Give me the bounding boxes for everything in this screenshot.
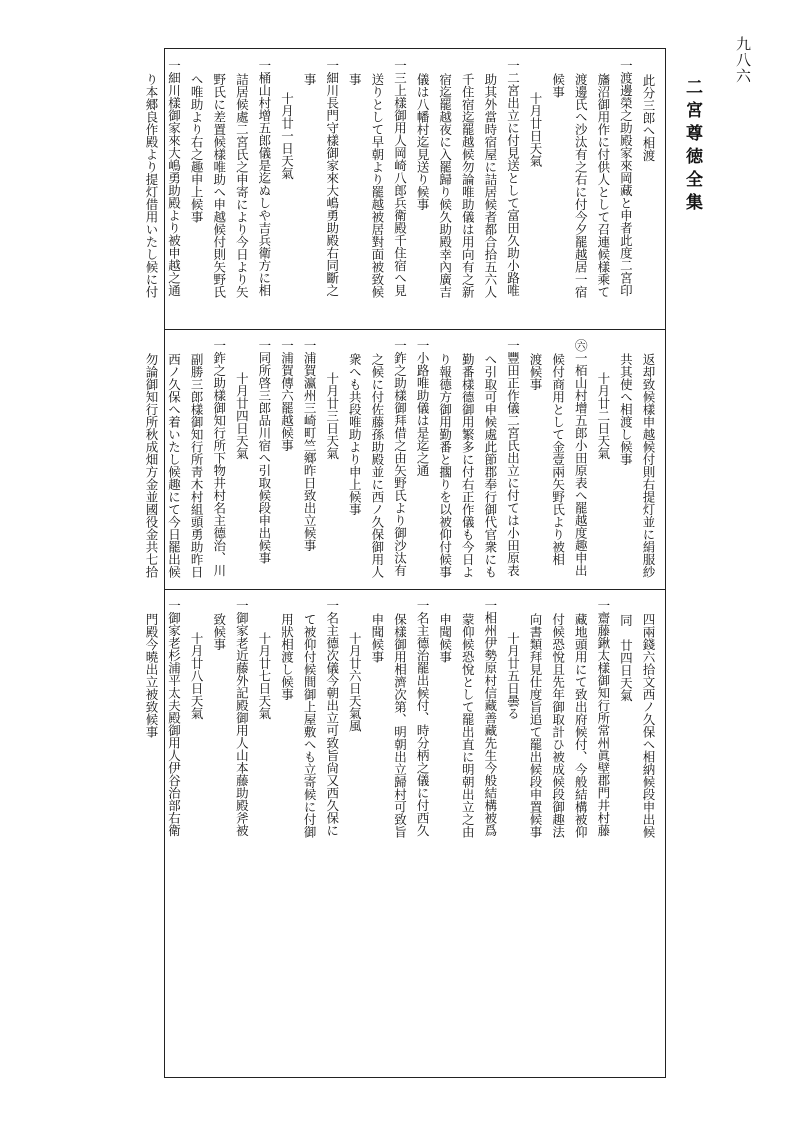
text-line: 勤番樣德御用繁多に付右正作儀も今日よ (460, 352, 476, 578)
text-line: 一二宮出立に付見送として富田久助小路唯 (505, 59, 521, 297)
text-line: り報德方御用勤番と擱りを以被仰付候事 (437, 352, 453, 578)
tier-middle (143, 339, 659, 583)
text-line: 藏地頭用にて致出府候付、今般結構被仰 (573, 612, 589, 838)
tier-divider (165, 589, 665, 590)
text-line: 詰居候處二宮氏之申寄により今日より矢 (234, 72, 250, 298)
text-frame (143, 48, 666, 1078)
text-line: 十月廿六日天氣風 (347, 631, 363, 732)
text-line: 一御家老杉浦平太夫殿御用人伊谷治部右衛 (166, 599, 182, 837)
text-line: 事 (302, 72, 318, 86)
text-line: 候事 (550, 72, 566, 98)
text-line: 返却致候樣申越候付則右提灯並に絹服紗 (641, 352, 656, 578)
text-line: 送りとして早朝より罷越被居對面被致候 (369, 72, 385, 298)
text-line: 十月廿四日天氣 (234, 371, 250, 459)
text-line: 一渡邊榮之助殿家來岡藏と申者此度二宮印 (618, 59, 634, 297)
text-line: 十月廿一日天氣 (279, 91, 295, 179)
text-line: 一名主德次儀今朝出立可致旨尙又西久保に (324, 599, 340, 837)
text-line: 副勝三郎樣御知行所靑木村組頭勇助昨日 (189, 352, 205, 578)
book-title: 二宮尊徳全集 (682, 78, 702, 216)
text-line: 十月廿八日天氣 (189, 631, 205, 719)
text-line: 勿論御知行所秋成畑方金並國役金共七拾 (143, 352, 159, 578)
text-line: 此分三郎へ相渡 (641, 74, 656, 162)
text-line: て被仰付候間御上屋敷へも立寄候に付御 (302, 612, 318, 838)
text-line: ㊅一栢山村增五郎小田原表へ罷越度趣申出 (573, 339, 589, 577)
text-line: 四兩錢六拾文西ノ久保へ相納候段申出候 (641, 612, 656, 838)
text-line: 一鈼之助樣御拜借之由矢野氏より御沙汰有 (392, 339, 408, 577)
text-line: 渡候事 (528, 352, 544, 391)
text-line: 一三上樣御用人岡崎八郎兵衛殿千住宿へ見 (392, 59, 408, 297)
text-line: 儀は八幡村迄見送り候事 (415, 72, 431, 211)
page-number: 九八六 (734, 36, 752, 84)
text-line: 申聞候事 (437, 612, 453, 663)
text-line: 一小路唯助儀は是迄之通 (415, 339, 431, 477)
text-line: 致候事 (211, 612, 227, 651)
text-line: 宿迄罷越夜に入罷歸り候久助殿幸內廣吉 (437, 72, 453, 298)
text-line: 候付商用として金壹兩矢野氏より被相 (550, 352, 566, 566)
text-line: 付候恐悅且先年御取計ひ被成候段御趣法 (550, 612, 566, 838)
text-line: 一細川長門守樣御家來大嶋勇助殿右同斷之 (324, 59, 340, 297)
text-line: 一御家老近藤外記殿御用人山本藤助殿斧被 (234, 599, 250, 837)
text-line: 十月廿日天氣 (528, 91, 544, 167)
text-line: 用狀相渡し候事 (279, 612, 295, 701)
text-line: へ引取可申候處此節郡奉行御代官衆にも (482, 352, 498, 578)
text-line: 之候に付佐藤孫助殿並に西ノ久保御用人 (369, 352, 385, 578)
text-line: 同 廿四日天氣 (618, 614, 634, 702)
text-line: 一桶山村增五郎儀是迄ぬしや吉兵衛方に相 (256, 59, 272, 297)
text-line: 西ノ久保へ着いたし候趣にて今日罷出候 (166, 352, 182, 578)
text-line: 一名主德治罷出候付、時分柄之儀に付西久 (415, 599, 431, 837)
text-line: 向書類拜見仕度旨追て罷出候段申置候事 (528, 612, 544, 838)
text-line: へ唯助より右之趣申上候事 (189, 72, 205, 223)
text-line: 旛沼御用作に付供人として召連候樣乘て (595, 72, 611, 298)
text-line: 一細川樣御家來大嶋勇助殿より被申越之通 (166, 59, 182, 297)
text-line: 共其使へ相渡し候事 (618, 352, 634, 466)
text-line: 渡邊氏へ沙汰有之右に付今夕罷越居一宿 (573, 72, 589, 298)
text-line: 千住宿迄罷越候勿論唯助儀は用向有之新 (460, 72, 476, 298)
tier-bottom (143, 599, 659, 843)
text-line: 申聞候事 (369, 612, 385, 663)
tier-top (143, 59, 659, 323)
text-line: 野氏に差置候樣唯助へ申越候付則矢野氏 (211, 72, 227, 298)
text-line: 十月廿三日天氣 (324, 371, 340, 459)
text-line: 事 (347, 72, 363, 86)
text-line: 十月廿七日天氣 (256, 631, 272, 719)
text-line: 一齋藤鍬太樣御知行所常州眞壁郡門井村藤 (595, 599, 611, 837)
text-line: 衆へも共段唯助より申上候事 (347, 352, 363, 516)
text-line: 一豐田正作儀二宮氏出立に付ては小田原表 (505, 339, 521, 577)
text-line: 一相州伊勢原村信藏善藏先生今般結構被爲 (482, 599, 498, 837)
tier-divider (165, 329, 665, 330)
text-line: 一浦賀瀛州三崎町竺鄉昨日致出立候事 (302, 339, 318, 552)
text-line: 一同所啓三郎品川宿へ引取候段申出候事 (256, 339, 272, 564)
text-line: 一鈼之助樣御知行所下物井村名主德治、川 (211, 339, 227, 577)
text-line: り本郷良作殿より提灯借用いたし候に付 (143, 72, 159, 298)
text-line: 門殿今曉出立被致候事 (143, 612, 159, 738)
text-line: 保樣御用相濟次第、明朝出立歸村可致旨 (392, 612, 408, 838)
text-line: 一浦賀傳六罷越候事 (279, 339, 295, 452)
text-line: 蒙仰候恐悅として罷出直に明朝出立之由 (460, 612, 476, 838)
text-line: 助其外當時宿屋に詰居候者都合拾五六人 (482, 72, 498, 298)
text-line: 十月廿二日天氣 (595, 371, 611, 459)
text-line: 十月廿五日曇る (505, 631, 521, 719)
